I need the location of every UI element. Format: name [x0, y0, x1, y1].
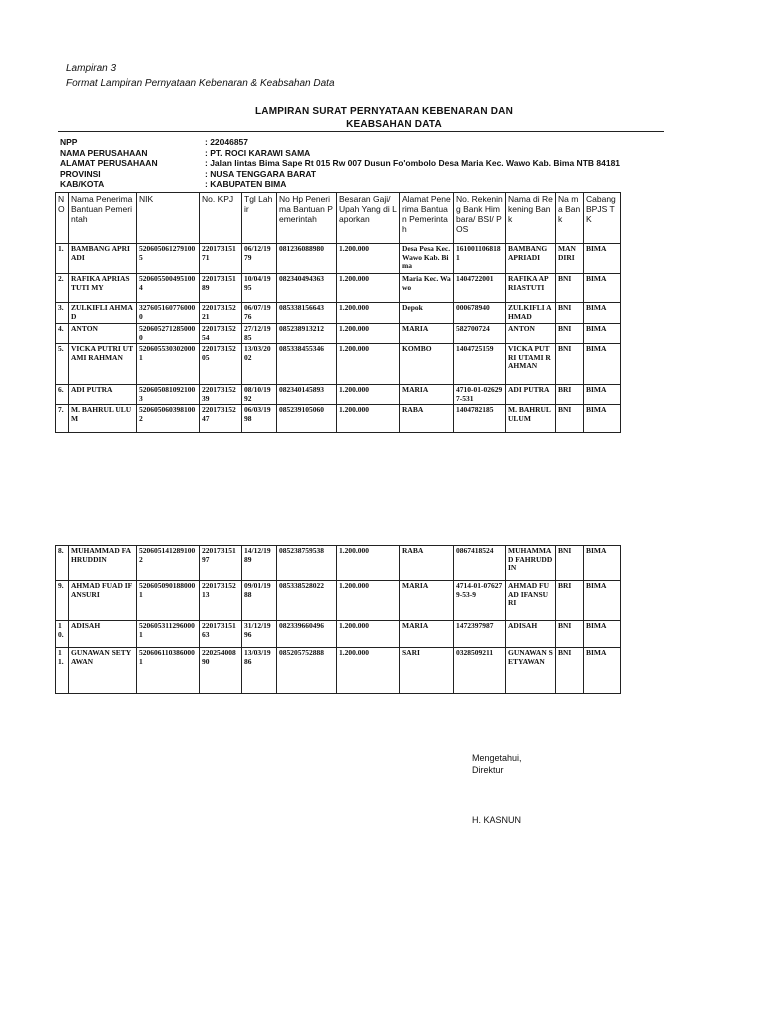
table-cell: BNI — [556, 546, 584, 581]
table-cell: 082340494363 — [277, 274, 337, 303]
table-cell: BRI — [556, 385, 584, 405]
table-cell: 085205752888 — [277, 648, 337, 694]
table-cell: MUHAMMAD FAHRUDDIN — [69, 546, 137, 581]
table-cell: 22017315189 — [200, 274, 242, 303]
table-cell: KOMBO — [400, 344, 454, 385]
column-header: Besaran Gaji/ Upah Yang di Laporkan — [337, 193, 400, 244]
table-row — [56, 244, 621, 274]
info-label: ALAMAT PERUSAHAAN — [60, 158, 158, 168]
table-cell: 14/12/1989 — [242, 546, 277, 581]
table-cell: 2. — [56, 274, 69, 303]
table-cell: 22025400890 — [200, 648, 242, 694]
table-cell: 1.200.000 — [337, 274, 400, 303]
table-cell: BAMBANG APRIADI — [506, 244, 556, 274]
table-cell: BNI — [556, 344, 584, 385]
table-cell: MARIA — [400, 581, 454, 621]
table-cell: 081236088980 — [277, 244, 337, 274]
table-row — [56, 581, 621, 621]
table-cell: 8. — [56, 546, 69, 581]
table-cell: 5206061103860001 — [137, 648, 200, 694]
title-line-2: KEABSAHAN DATA — [346, 119, 442, 130]
table-cell: MARIA — [400, 621, 454, 648]
info-label: NPP — [60, 137, 78, 147]
table-cell: 1404725159 — [454, 344, 506, 385]
table-cell: ADI PUTRA — [506, 385, 556, 405]
table-cell: ZULKIFLI AHMAD — [69, 303, 137, 324]
table-cell: 7. — [56, 405, 69, 433]
table-row — [56, 385, 621, 405]
table-row — [56, 546, 621, 581]
table-cell: BRI — [556, 581, 584, 621]
table-cell: 085239105060 — [277, 405, 337, 433]
table-cell: 06/03/1998 — [242, 405, 277, 433]
table-cell: 085238759538 — [277, 546, 337, 581]
table-cell: 1404722001 — [454, 274, 506, 303]
column-header: Alamat Penerima Bantuan Pemerintah — [400, 193, 454, 244]
table-cell: BAMBANG APRIADI — [69, 244, 137, 274]
table-cell: 1.200.000 — [337, 581, 400, 621]
table-cell: 1.200.000 — [337, 385, 400, 405]
table-header-row — [56, 193, 621, 244]
table-cell: ADI PUTRA — [69, 385, 137, 405]
table-cell: 1610011068181 — [454, 244, 506, 274]
title-divider — [58, 131, 664, 132]
table-cell: 1.200.000 — [337, 405, 400, 433]
column-header: No Hp Penerima Bantuan Pemerintah — [277, 193, 337, 244]
table-cell: AHMAD FUAD IFANSURI — [506, 581, 556, 621]
table-cell: 085238913212 — [277, 324, 337, 344]
table-cell: 1.200.000 — [337, 621, 400, 648]
column-header: N O — [56, 193, 69, 244]
table-cell: BIMA — [584, 385, 621, 405]
table-cell: ADISAH — [69, 621, 137, 648]
table-cell: 5206050612791005 — [137, 244, 200, 274]
table-cell: 22017315239 — [200, 385, 242, 405]
table-cell: 27/12/1985 — [242, 324, 277, 344]
recipients-table-page-2 — [55, 545, 621, 694]
info-value: : Jalan lintas Bima Sape Rt 015 Rw 007 Dusun Fo'ombolo Desa Maria Kec. Wawo Kab. Bima NTB 84181 — [205, 158, 621, 168]
table-cell: 22017315247 — [200, 405, 242, 433]
company-info — [60, 137, 620, 190]
table-cell: M. BAHRUL ULUM — [506, 405, 556, 433]
table-cell: 22017315205 — [200, 344, 242, 385]
table-cell: 22017315213 — [200, 581, 242, 621]
table-cell: 1.200.000 — [337, 303, 400, 324]
table-cell: BNI — [556, 648, 584, 694]
table-cell: ADISAH — [506, 621, 556, 648]
table-cell: 22017315197 — [200, 546, 242, 581]
table-cell: MUHAMMAD FAHRUDDIN — [506, 546, 556, 581]
table-cell: 22017315171 — [200, 244, 242, 274]
table-cell: 5206055303020001 — [137, 344, 200, 385]
table-cell: Depok — [400, 303, 454, 324]
table-cell: VICKA PUTRI UTAMI RAHMAN — [506, 344, 556, 385]
table-cell: 5206050810921003 — [137, 385, 200, 405]
table-cell: BIMA — [584, 303, 621, 324]
table-cell: BIMA — [584, 581, 621, 621]
table-cell: 1472397987 — [454, 621, 506, 648]
lampiran-block — [66, 61, 335, 91]
table-cell: ANTON — [69, 324, 137, 344]
table-cell: 22017315254 — [200, 324, 242, 344]
table-cell: 1.200.000 — [337, 324, 400, 344]
table-cell: 1.200.000 — [337, 546, 400, 581]
table-cell: 4. — [56, 324, 69, 344]
signature-block — [472, 752, 522, 776]
table-cell: 09/01/1988 — [242, 581, 277, 621]
info-value: : KABUPATEN BIMA — [205, 179, 287, 189]
table-cell: 22017315221 — [200, 303, 242, 324]
column-header: No. Rekening Bank Himbara/ BSI/ POS — [454, 193, 506, 244]
info-row-province — [60, 169, 620, 180]
column-header: Na ma Ban k — [556, 193, 584, 244]
table-cell: ZULKIFLI AHMAD — [506, 303, 556, 324]
table-cell: 082340145893 — [277, 385, 337, 405]
table-row — [56, 621, 621, 648]
info-row-address — [60, 158, 620, 169]
table-row — [56, 274, 621, 303]
info-row-company — [60, 148, 620, 159]
table-cell: BIMA — [584, 648, 621, 694]
table-cell: 5206053112960001 — [137, 621, 200, 648]
column-header: Cabang BPJS TK — [584, 193, 621, 244]
signature-title: Direktur — [472, 765, 504, 775]
table-cell: 1. — [56, 244, 69, 274]
table-row — [56, 648, 621, 694]
table-cell: BIMA — [584, 405, 621, 433]
table-cell: 5206051412891002 — [137, 546, 200, 581]
table-cell: 1.200.000 — [337, 344, 400, 385]
table-cell: GUNAWAN SETYAWAN — [69, 648, 137, 694]
table-cell: RAFIKA APRIASTUTI MY — [69, 274, 137, 303]
table-row — [56, 405, 621, 433]
table-cell: M. BAHRUL ULUM — [69, 405, 137, 433]
table-cell: 085338156643 — [277, 303, 337, 324]
table-row — [56, 303, 621, 324]
column-header: Nama di Rekening Bank — [506, 193, 556, 244]
table-row — [56, 344, 621, 385]
table-cell: BIMA — [584, 344, 621, 385]
table-cell: 9. — [56, 581, 69, 621]
table-cell: BNI — [556, 324, 584, 344]
table-cell: 11. — [56, 648, 69, 694]
table-cell: BNI — [556, 303, 584, 324]
table-cell: 0867418524 — [454, 546, 506, 581]
table-cell: 13/03/1986 — [242, 648, 277, 694]
table-cell: 5206050603981002 — [137, 405, 200, 433]
table-cell: Maria Kec. Wawo — [400, 274, 454, 303]
table-cell: 5206052712850000 — [137, 324, 200, 344]
table-row — [56, 324, 621, 344]
table-cell: 06/12/1979 — [242, 244, 277, 274]
table-cell: 31/12/1996 — [242, 621, 277, 648]
table-cell: 085338528022 — [277, 581, 337, 621]
table-cell: 1404782185 — [454, 405, 506, 433]
table-cell: 5206055004951004 — [137, 274, 200, 303]
info-label: NAMA PERUSAHAAN — [60, 147, 148, 158]
table-cell: 10. — [56, 621, 69, 648]
table-cell: BNI — [556, 274, 584, 303]
table-cell: 4710-01-026297-531 — [454, 385, 506, 405]
table-cell: 13/03/2002 — [242, 344, 277, 385]
table-cell: 5206050901880001 — [137, 581, 200, 621]
table-cell: 22017315163 — [200, 621, 242, 648]
table-cell: ANTON — [506, 324, 556, 344]
table-cell: BIMA — [584, 324, 621, 344]
table-cell: 06/07/1976 — [242, 303, 277, 324]
table-cell: BNI — [556, 405, 584, 433]
table-cell: 0328509211 — [454, 648, 506, 694]
table-cell: 6. — [56, 385, 69, 405]
table-cell: SARI — [400, 648, 454, 694]
table-cell: 1.200.000 — [337, 244, 400, 274]
table-cell: 4714-01-076279-53-9 — [454, 581, 506, 621]
table-cell: BIMA — [584, 546, 621, 581]
table-cell: GUNAWAN SETYAWAN — [506, 648, 556, 694]
table-cell: 08/10/1992 — [242, 385, 277, 405]
table-cell: VICKA PUTRI UTAMI RAHMAN — [69, 344, 137, 385]
table-cell: MARIA — [400, 324, 454, 344]
table-cell: BNI — [556, 621, 584, 648]
recipients-table-page-1 — [55, 192, 621, 433]
table-cell: 082339660496 — [277, 621, 337, 648]
table-cell: 3276051607760000 — [137, 303, 200, 324]
column-header: Nama Penerima Bantuan Pemerintah — [69, 193, 137, 244]
table-cell: 085338455346 — [277, 344, 337, 385]
signature-name: H. KASNUN — [472, 815, 522, 825]
column-header: No. KPJ — [200, 193, 242, 244]
table-cell: 5. — [56, 344, 69, 385]
table-cell: 10/04/1995 — [242, 274, 277, 303]
table-cell: 3. — [56, 303, 69, 324]
table-cell: Desa Pesa Kec. Wawo Kab. Bima — [400, 244, 454, 274]
info-row-city — [60, 179, 620, 190]
table-cell: BIMA — [584, 274, 621, 303]
info-label: PROVINSI — [60, 168, 101, 179]
table-cell: RABA — [400, 405, 454, 433]
table-cell: RAFIKA APRIASTUTI — [506, 274, 556, 303]
document-title — [0, 105, 768, 131]
signature-acknowledged: Mengetahui, — [472, 753, 522, 763]
info-value: : 22046857 — [205, 137, 249, 147]
table-cell: 000678940 — [454, 303, 506, 324]
table-cell: 582700724 — [454, 324, 506, 344]
title-line-1: LAMPIRAN SURAT PERNYATAAN KEBENARAN DAN — [255, 106, 513, 117]
table-cell: 1.200.000 — [337, 648, 400, 694]
table-cell: MANDIRI — [556, 244, 584, 274]
lampiran-label: Lampiran 3 — [66, 63, 117, 74]
table-cell: BIMA — [584, 244, 621, 274]
format-label: Format Lampiran Pernyataan Kebenaran & Keabsahan Data — [66, 78, 335, 89]
info-label: KAB/KOTA — [60, 179, 105, 189]
column-header: NIK — [137, 193, 200, 244]
table-cell: RABA — [400, 546, 454, 581]
info-row-npp — [60, 137, 620, 148]
info-value: : PT. ROCI KARAWI SAMA — [205, 147, 311, 158]
info-value: : NUSA TENGGARA BARAT — [205, 168, 317, 179]
column-header: Tgl Lahir — [242, 193, 277, 244]
table-cell: AHMAD FUAD IFANSURI — [69, 581, 137, 621]
table-cell: BIMA — [584, 621, 621, 648]
table-cell: MARIA — [400, 385, 454, 405]
